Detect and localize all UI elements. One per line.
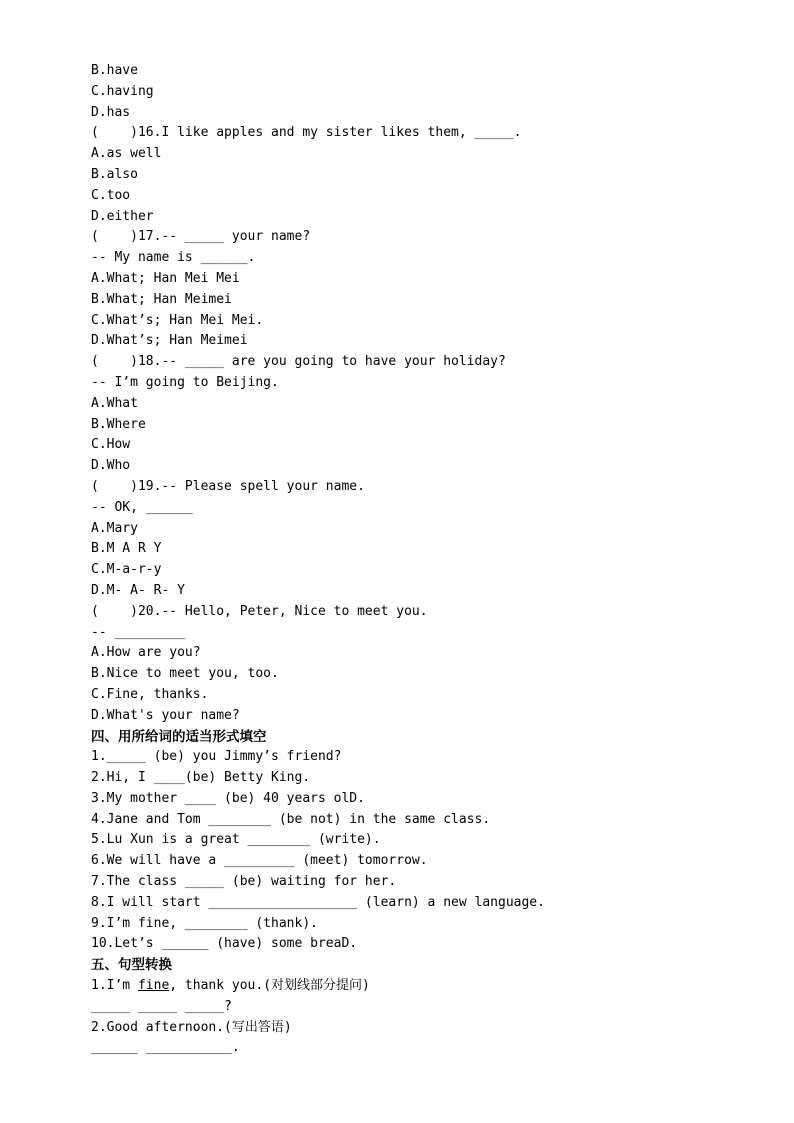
- section-4-title: 四、用所给词的适当形式填空: [91, 728, 267, 745]
- q19-option-a: A.Mary: [91, 520, 138, 536]
- q20-option-d: D.What's your name?: [91, 707, 240, 723]
- q17-option-a: A.What; Han Mei Mei: [91, 270, 240, 286]
- q16-stem: ( )16.I like apples and my sister likes them, _____.: [91, 125, 522, 141]
- q16-option-b: B.also: [91, 166, 138, 182]
- q20-option-a: A.How are you?: [91, 645, 201, 661]
- q17-option-d: D.What’s; Han Meimei: [91, 333, 248, 349]
- q17-stem: ( )17.-- _____ your name?: [91, 229, 311, 245]
- q20-stem: ( )20.-- Hello, Peter, Nice to meet you.: [91, 603, 428, 619]
- section-5-title: 五、句型转换: [91, 957, 172, 974]
- q16-option-d: D.either: [91, 208, 154, 224]
- section-4-item-3: 3.My mother ____ (be) 40 years olD.: [91, 790, 365, 806]
- q15-option-d: D.has: [91, 104, 131, 120]
- section-4-item-4: 4.Jane and Tom ________ (be not) in the same class.: [91, 811, 491, 827]
- section-4-item-6: 6.We will have a _________ (meet) tomorrow.: [91, 853, 428, 869]
- section-5-item-1-answer-blanks: _____ _____ _____?: [91, 998, 232, 1014]
- q18-option-b: B.Where: [91, 416, 146, 432]
- q20-option-c: C.Fine, thanks.: [91, 686, 209, 702]
- q15-option-b: B.have: [91, 63, 138, 78]
- q19-option-d: D.M- A- R- Y: [91, 582, 185, 598]
- section-5-item-2: 2.Good afternoon.(写出答语): [91, 1019, 292, 1035]
- section-4-item-7: 7.The class _____ (be) waiting for her.: [91, 874, 397, 890]
- q19-stem: ( )19.-- Please spell your name.: [91, 478, 365, 494]
- q18-stem: ( )18.-- _____ are you going to have your holiday?: [91, 354, 506, 370]
- q18-option-c: C.How: [91, 437, 131, 453]
- q18-option-a: A.What: [91, 395, 138, 411]
- worksheet-page: [91, 61, 751, 1059]
- section-5-item-1-suffix: , thank you.(对划线部分提问): [169, 978, 370, 994]
- q18-stem-reply: -- I’m going to Beijing.: [91, 374, 279, 390]
- q18-option-d: D.Who: [91, 458, 131, 474]
- section-4-item-10: 10.Let’s ______ (have) some breaD.: [91, 936, 358, 952]
- q16-option-a: A.as well: [91, 146, 162, 162]
- q17-option-c: C.What’s; Han Mei Mei.: [91, 312, 264, 328]
- section-5-item-1: [91, 976, 751, 997]
- q17-option-b: B.What; Han Meimei: [91, 291, 232, 307]
- q17-stem-reply: -- My name is ______.: [91, 250, 256, 266]
- section-5-item-1-underlined-word: fine: [137, 978, 170, 994]
- section-4-item-1: 1._____ (be) you Jimmy’s friend?: [91, 749, 342, 765]
- section-4-item-2: 2.Hi, I ____(be) Betty King.: [91, 770, 311, 786]
- q19-stem-reply: -- OK, ______: [91, 499, 193, 515]
- q19-option-b: B.M A R Y: [91, 541, 162, 557]
- q20-stem-reply: -- _________: [91, 624, 185, 640]
- section-4-item-5: 5.Lu Xun is a great ________ (write).: [91, 832, 381, 848]
- section-5-item-2-answer-blanks: ______ ___________.: [91, 1040, 240, 1056]
- section-4-item-9: 9.I’m fine, ________ (thank).: [91, 915, 318, 931]
- q16-option-c: C.too: [91, 187, 131, 203]
- q19-option-c: C.M-a-r-y: [91, 562, 162, 578]
- section-5-item-1-prefix: 1.I’m: [91, 978, 138, 994]
- section-4-item-8: 8.I will start ___________________ (learn) a new language.: [91, 894, 545, 910]
- q15-option-c: C.having: [91, 83, 154, 99]
- q20-option-b: B.Nice to meet you, too.: [91, 666, 279, 682]
